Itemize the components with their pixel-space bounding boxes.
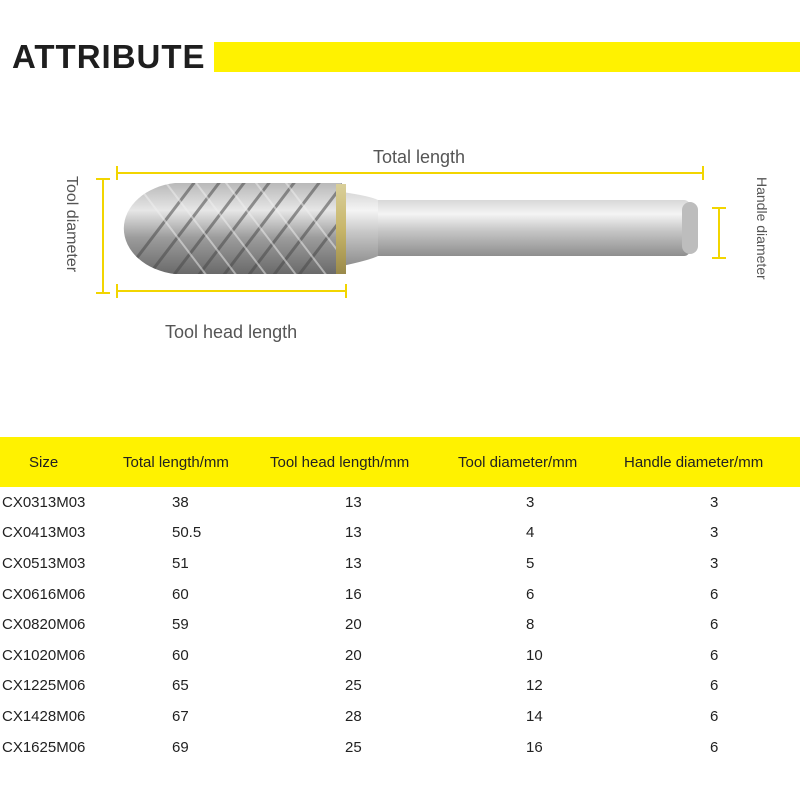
cell-handle-diameter: 6: [710, 707, 719, 725]
cell-handle-diameter: 6: [710, 646, 719, 664]
table-row: [0, 640, 800, 671]
table-row: [0, 548, 800, 579]
cell-size: CX0616M06: [2, 585, 86, 603]
column-header-total-length: Total length/mm: [122, 437, 270, 487]
cell-tool-head-length: 20: [345, 646, 362, 664]
cell-size: CX0513M03: [2, 554, 86, 572]
cell-total-length: 59: [172, 616, 189, 634]
tool-diagram: [0, 100, 800, 400]
cell-size: CX1625M06: [2, 738, 86, 756]
cell-handle-diameter: 3: [710, 554, 719, 572]
cell-tool-head-length: 13: [345, 524, 362, 542]
table-row: [0, 609, 800, 640]
cell-size: CX0413M03: [2, 524, 86, 542]
cell-total-length: 65: [172, 677, 189, 695]
table-row: [0, 487, 800, 518]
cell-total-length: 50.5: [172, 524, 202, 542]
cell-tool-head-length: 25: [345, 738, 362, 756]
table-header-row: [0, 437, 800, 487]
header-accent-bar: [205, 42, 800, 72]
collar-shape: [336, 184, 346, 274]
column-header-size: Size: [0, 437, 122, 487]
page-title: ATTRIBUTE: [12, 40, 214, 74]
total-length-label: Total length: [373, 147, 466, 167]
shank-shape: [345, 200, 690, 256]
cell-tool-diameter: 16: [526, 738, 543, 756]
cell-tool-head-length: 16: [345, 585, 362, 603]
cell-tool-head-length: 25: [345, 677, 362, 695]
carbide-burr-illustration: [0, 100, 800, 400]
cell-size: CX0313M03: [2, 493, 86, 511]
cell-tool-diameter: 3: [526, 493, 535, 511]
column-header-handle-diameter: Handle diameter/mm: [624, 437, 800, 487]
cell-tool-head-length: 20: [345, 616, 362, 634]
cell-total-length: 60: [172, 585, 189, 603]
cell-tool-diameter: 12: [526, 677, 543, 695]
cell-handle-diameter: 6: [710, 616, 719, 634]
cell-handle-diameter: 6: [710, 677, 719, 695]
tool-head-length-label: Tool head length: [165, 322, 298, 342]
table-row: [0, 732, 800, 763]
cell-tool-head-length: 13: [345, 554, 362, 572]
column-header-tool-head-length: Tool head length/mm: [270, 437, 458, 487]
cell-tool-diameter: 8: [526, 616, 535, 634]
table-row: [0, 579, 800, 610]
cell-size: CX0820M06: [2, 616, 86, 634]
cell-total-length: 69: [172, 738, 189, 756]
cell-size: CX1428M06: [2, 707, 86, 725]
cell-tool-head-length: 28: [345, 707, 362, 725]
cell-total-length: 51: [172, 554, 189, 572]
cell-handle-diameter: 6: [710, 585, 719, 603]
table-row: [0, 671, 800, 702]
table-row: [0, 701, 800, 732]
handle-diameter-label: Handle diameter: [754, 177, 770, 280]
cell-tool-head-length: 13: [345, 493, 362, 511]
column-header-tool-diameter: Tool diameter/mm: [458, 437, 624, 487]
cell-tool-diameter: 14: [526, 707, 543, 725]
cell-total-length: 38: [172, 493, 189, 511]
cell-tool-diameter: 4: [526, 524, 535, 542]
cell-tool-diameter: 6: [526, 585, 535, 603]
section-header: [0, 40, 800, 74]
cell-size: CX1225M06: [2, 677, 86, 695]
tool-diameter-label: Tool diameter: [63, 176, 80, 273]
specifications-table: [0, 437, 800, 762]
cell-total-length: 60: [172, 646, 189, 664]
cell-handle-diameter: 3: [710, 493, 719, 511]
cell-tool-diameter: 10: [526, 646, 543, 664]
cell-handle-diameter: 6: [710, 738, 719, 756]
cell-handle-diameter: 3: [710, 524, 719, 542]
cell-tool-diameter: 5: [526, 554, 535, 572]
cell-total-length: 67: [172, 707, 189, 725]
cell-size: CX1020M06: [2, 646, 86, 664]
table-row: [0, 518, 800, 549]
